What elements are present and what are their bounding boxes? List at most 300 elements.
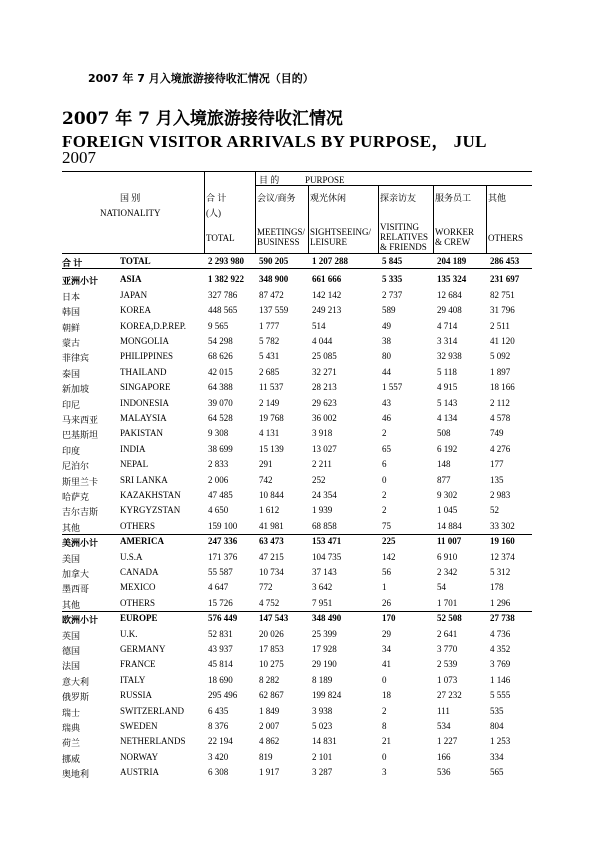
table-row-value: 5 335	[382, 274, 403, 285]
table-row-total: 45 814	[208, 659, 233, 670]
table-row-value: 37 143	[312, 567, 337, 577]
table-row-value: 27 738	[490, 613, 515, 624]
total-row-rule	[62, 268, 532, 269]
table-row-label-en: JAPAN	[120, 289, 148, 300]
table-row-label-cn: 新加坡	[62, 384, 90, 395]
table-row-label-cn: 斯里兰卡	[62, 476, 99, 487]
table-row-label-en: FRANCE	[120, 659, 156, 670]
table-row-label-en: PHILIPPINES	[120, 351, 174, 362]
table-row-value: 1 849	[259, 705, 280, 716]
table-row-value: 17 928	[312, 644, 337, 654]
header-col-en1-3: WORKER	[435, 227, 474, 237]
table-row-value: 1 939	[312, 505, 333, 516]
table-row-value: 5 118	[437, 366, 457, 377]
table-row-label-cn: 德国	[62, 646, 81, 656]
table-row-value: 2	[382, 428, 387, 439]
table-row-value: 31 796	[490, 305, 515, 316]
table-row-value: 46	[382, 413, 391, 423]
table-row-value: 25 399	[312, 628, 337, 639]
table-row-total: 4 647	[208, 582, 229, 593]
table-row-value: 742	[259, 474, 273, 485]
table-row-value: 148	[437, 459, 451, 470]
section-rule	[62, 534, 532, 535]
table-row-value: 1 073	[437, 674, 458, 685]
table-row-label-cn: 尼泊尔	[62, 461, 90, 472]
header-purpose-en: PURPOSE	[305, 175, 345, 185]
table-row-label-en: GERMANY	[120, 644, 166, 654]
table-row-value: 4 134	[437, 413, 458, 423]
table-row-label-en: U.K.	[120, 628, 138, 639]
table-row-value: 5 092	[490, 351, 511, 362]
table-row-value: 147 543	[259, 613, 289, 624]
header-total-cn: 合 计	[206, 193, 227, 203]
table-row-value: 29 190	[312, 659, 337, 670]
table-row-value: 1 146	[490, 674, 511, 685]
col-divider-purpose-0	[308, 185, 309, 253]
table-row-value: 56	[382, 567, 391, 577]
table-row-value: 2 511	[490, 320, 510, 331]
header-col-en3-2: & FRIENDS	[380, 242, 427, 252]
header-col-cn-0: 会议/商务	[257, 193, 296, 203]
table-row-value: 1 296	[490, 597, 511, 608]
table-row-value: 18	[382, 690, 391, 701]
table-row-value: 6 910	[437, 551, 458, 562]
table-row-value: 2	[382, 705, 387, 716]
table-row-label-en: MALAYSIA	[120, 413, 167, 423]
table-row-value: 3 642	[312, 582, 333, 593]
table-row-value: 0	[382, 751, 387, 762]
table-row-total: 9 308	[208, 428, 229, 439]
table-row-value: 44	[382, 366, 391, 377]
table-row-value: 589	[382, 305, 396, 316]
table-row-value: 47 215	[259, 551, 284, 562]
table-row-label-cn: 日本	[62, 291, 81, 302]
table-row-value: 52 508	[437, 613, 462, 624]
table-row-value: 12 684	[437, 289, 462, 300]
table-row-value: 27 232	[437, 690, 462, 701]
table-row-total: 15 726	[208, 597, 233, 608]
table-row-value: 68 858	[312, 520, 337, 531]
table-row-value: 34	[382, 644, 391, 654]
table-row-label-en: INDIA	[120, 443, 146, 454]
col-divider-purpose-3	[486, 185, 487, 253]
table-row-value: 3 287	[312, 767, 333, 778]
table-row-value: 3 938	[312, 705, 333, 716]
table-row-value: 2	[382, 490, 387, 500]
table-row-value: 225	[382, 536, 396, 547]
table-row-value: 8	[382, 721, 387, 731]
table-row-value: 231 697	[490, 274, 520, 285]
header-col-cn-2: 探亲访友	[380, 193, 417, 203]
table-row-value: 4 044	[312, 336, 333, 346]
document-title-en: FOREIGN VISITOR ARRIVALS BY PURPOSE， JUL	[62, 132, 487, 151]
table-row-value: 49	[382, 320, 391, 331]
table-row-label-cn: 朝鲜	[62, 322, 81, 333]
table-row-label-cn: 菲律宾	[62, 353, 90, 364]
table-row-value: 819	[259, 751, 273, 762]
table-row-value: 9 302	[437, 490, 458, 500]
table-row-value: 170	[382, 613, 396, 624]
table-row-total: 18 690	[208, 674, 233, 685]
table-row-value: 18 166	[490, 382, 515, 393]
table-row-label-cn: 意大利	[62, 676, 90, 687]
table-row-value: 334	[490, 751, 504, 762]
table-row-total: 9 565	[208, 320, 229, 331]
table-row-value: 137 559	[259, 305, 289, 316]
table-row-value: 10 734	[259, 567, 284, 577]
table-row-label-cn: 巴基斯坦	[62, 430, 99, 441]
table-row-value: 2 983	[490, 490, 511, 500]
table-row-value: 20 026	[259, 628, 284, 639]
table-row-value: 2 112	[490, 397, 510, 408]
table-row-label-cn: 合 计	[62, 258, 83, 268]
table-row-label-cn: 荷兰	[62, 738, 81, 749]
table-row-label-en: ITALY	[120, 674, 146, 685]
table-row-total: 68 626	[208, 351, 233, 362]
header-col-en2-3: & CREW	[435, 237, 471, 247]
table-row-value: 54	[437, 582, 446, 593]
table-row-label-cn: 法国	[62, 661, 81, 672]
table-row-value: 1 701	[437, 597, 458, 608]
table-row-value: 249 213	[312, 305, 342, 316]
table-row-value: 26	[382, 597, 391, 608]
table-row-label-en: INDONESIA	[120, 397, 169, 408]
table-row-label-cn: 美国	[62, 553, 81, 564]
table-row-value: 142	[382, 551, 396, 562]
table-row-value: 1 045	[437, 505, 458, 516]
col-divider-purpose-1	[378, 185, 379, 253]
purpose-subheader-rule	[255, 185, 532, 186]
header-nationality-en: NATIONALITY	[100, 208, 161, 218]
table-row-total: 2 293 980	[208, 256, 244, 266]
table-row-label-en: MEXICO	[120, 582, 156, 593]
table-row-value: 590 205	[259, 256, 289, 266]
table-row-value: 772	[259, 582, 273, 593]
table-row-value: 3 769	[490, 659, 511, 670]
table-row-label-en: PAKISTAN	[120, 428, 163, 439]
table-row-value: 5 023	[312, 721, 333, 731]
table-row-label-en: ASIA	[120, 274, 142, 285]
table-row-value: 153 471	[312, 536, 342, 547]
table-row-value: 82 751	[490, 289, 515, 300]
table-row-total: 247 336	[208, 536, 238, 547]
table-row-value: 4 752	[259, 597, 280, 608]
table-row-total: 64 388	[208, 382, 233, 393]
table-row-total: 6 435	[208, 705, 229, 716]
table-row-value: 25 085	[312, 351, 337, 362]
table-row-value: 13 027	[312, 443, 337, 454]
table-row-label-en: NORWAY	[120, 751, 159, 762]
table-row-value: 52	[490, 505, 499, 516]
header-nationality-cn: 国 别	[120, 193, 141, 203]
table-row-value: 4 915	[437, 382, 458, 393]
table-row-label-cn: 印尼	[62, 399, 81, 410]
table-row-label-cn: 欧洲小计	[62, 615, 99, 626]
table-row-label-en: KOREA,D.P.REP.	[120, 320, 187, 331]
table-row-value: 508	[437, 428, 451, 439]
table-row-value: 5 431	[259, 351, 280, 362]
table-row-value: 41 981	[259, 520, 284, 531]
header-col-cn-1: 观光休闲	[310, 193, 347, 203]
table-row-value: 38	[382, 336, 391, 346]
table-row-total: 64 528	[208, 413, 233, 423]
table-row-value: 1 557	[382, 382, 403, 393]
table-row-value: 41	[382, 659, 391, 670]
table-row-value: 62 867	[259, 690, 284, 701]
table-row-total: 55 587	[208, 567, 233, 577]
table-row-value: 2 641	[437, 628, 458, 639]
table-row-label-en: TOTAL	[120, 256, 151, 266]
table-row-total: 22 194	[208, 736, 233, 747]
table-row-value: 4 862	[259, 736, 280, 747]
table-row-value: 3	[382, 767, 387, 778]
table-row-value: 8 282	[259, 674, 280, 685]
table-row-value: 5 782	[259, 336, 280, 346]
table-row-value: 32 271	[312, 366, 337, 377]
table-row-value: 1 917	[259, 767, 280, 778]
table-row-label-cn: 吉尔吉斯	[62, 507, 99, 518]
table-row-label-cn: 瑞士	[62, 707, 81, 718]
header-bottom-rule	[62, 253, 532, 254]
table-row-value: 2 101	[312, 751, 333, 762]
table-row-value: 661 666	[312, 274, 342, 285]
table-row-value: 32 938	[437, 351, 462, 362]
table-row-value: 28 213	[312, 382, 337, 393]
table-row-value: 24 354	[312, 490, 337, 500]
table-row-value: 63 473	[259, 536, 284, 547]
table-row-value: 14 831	[312, 736, 337, 747]
table-row-value: 534	[437, 721, 451, 731]
table-row-value: 877	[437, 474, 451, 485]
table-row-total: 8 376	[208, 721, 229, 731]
table-row-total: 38 699	[208, 443, 233, 454]
table-row-value: 166	[437, 751, 451, 762]
table-row-value: 3 770	[437, 644, 458, 654]
table-row-label-cn: 泰国	[62, 368, 81, 379]
header-col-cn-4: 其他	[488, 193, 507, 203]
table-row-label-en: SWEDEN	[120, 721, 158, 731]
table-row-value: 536	[437, 767, 451, 778]
table-row-value: 514	[312, 320, 326, 331]
table-row-value: 80	[382, 351, 391, 362]
table-row-total: 6 308	[208, 767, 229, 778]
table-row-label-cn: 其他	[62, 522, 81, 533]
table-row-label-cn: 奥地利	[62, 769, 90, 780]
table-row-value: 204 189	[437, 256, 467, 266]
table-row-value: 29 623	[312, 397, 337, 408]
table-row-value: 0	[382, 674, 387, 685]
table-row-label-cn: 蒙古	[62, 338, 81, 348]
table-row-value: 3 314	[437, 336, 458, 346]
table-row-value: 111	[437, 705, 450, 716]
table-row-value: 75	[382, 520, 391, 531]
table-row-value: 3 918	[312, 428, 333, 439]
table-row-value: 5 143	[437, 397, 458, 408]
table-row-value: 4 714	[437, 320, 458, 331]
table-row-value: 1 253	[490, 736, 511, 747]
table-row-value: 348 900	[259, 274, 289, 285]
table-row-value: 17 853	[259, 644, 284, 654]
table-row-value: 10 844	[259, 490, 284, 500]
table-row-total: 159 100	[208, 520, 238, 531]
table-row-value: 177	[490, 459, 504, 470]
document-title-cn: 2007 年 7 月入境旅游接待收汇情况	[62, 109, 343, 129]
table-row-total: 47 485	[208, 490, 233, 500]
table-row-total: 2 833	[208, 459, 229, 470]
header-purpose-cn: 目 的	[259, 175, 280, 185]
col-divider-total	[204, 171, 205, 253]
table-row-value: 804	[490, 721, 504, 731]
table-row-value: 565	[490, 767, 504, 778]
table-row-total: 2 006	[208, 474, 229, 485]
table-row-value: 29 408	[437, 305, 462, 316]
document-title-en-year: 2007	[62, 148, 96, 167]
table-row-value: 15 139	[259, 443, 284, 454]
table-row-value: 29	[382, 628, 391, 639]
table-row-label-cn: 印度	[62, 445, 81, 456]
table-row-value: 1 897	[490, 366, 511, 377]
table-row-value: 87 472	[259, 289, 284, 300]
table-row-value: 1	[382, 582, 387, 593]
col-divider-purpose-2	[433, 185, 434, 253]
table-row-label-cn: 亚洲小计	[62, 276, 99, 287]
table-row-label-cn: 瑞典	[62, 723, 81, 733]
table-row-value: 2 342	[437, 567, 458, 577]
table-row-value: 5 312	[490, 567, 511, 577]
table-row-value: 178	[490, 582, 504, 593]
header-col-cn-3: 服务员工	[435, 193, 472, 203]
table-row-total: 576 449	[208, 613, 238, 624]
table-row-value: 135	[490, 474, 504, 485]
table-row-value: 7 951	[312, 597, 333, 608]
table-row-label-en: SWITZERLAND	[120, 705, 184, 716]
table-row-value: 14 884	[437, 520, 462, 531]
table-row-label-cn: 英国	[62, 630, 81, 641]
table-row-label-en: THAILAND	[120, 366, 167, 377]
table-row-value: 1 207 288	[312, 256, 348, 266]
table-row-total: 52 831	[208, 628, 233, 639]
table-row-total: 43 937	[208, 644, 233, 654]
table-row-label-en: RUSSIA	[120, 690, 153, 701]
table-row-value: 0	[382, 474, 387, 485]
table-row-value: 12 374	[490, 551, 515, 562]
header-col-en1-1: SIGHTSEEING/	[310, 227, 371, 237]
table-row-value: 10 275	[259, 659, 284, 670]
table-row-label-cn: 美洲小计	[62, 538, 99, 549]
table-row-total: 327 786	[208, 289, 238, 300]
table-row-value: 33 302	[490, 520, 515, 531]
table-row-label-en: EUROPE	[120, 613, 158, 624]
table-row-label-en: NETHERLANDS	[120, 736, 186, 747]
table-row-label-en: KOREA	[120, 305, 151, 316]
table-row-value: 19 768	[259, 413, 284, 423]
table-row-value: 1 227	[437, 736, 458, 747]
table-row-label-cn: 墨西哥	[62, 584, 90, 595]
page-header-title: 2007 年 7 月入境旅游接待收汇情况（目的）	[88, 72, 314, 85]
table-row-label-en: SINGAPORE	[120, 382, 171, 393]
table-row-label-cn: 韩国	[62, 307, 81, 318]
table-row-value: 2 149	[259, 397, 280, 408]
table-row-label-en: MONGOLIA	[120, 336, 169, 346]
table-row-label-en: AMERICA	[120, 536, 164, 547]
table-row-label-en: CANADA	[120, 567, 159, 577]
table-row-value: 36 002	[312, 413, 337, 423]
col-divider-meetings	[255, 171, 256, 253]
table-row-value: 2 539	[437, 659, 458, 670]
table-row-label-en: KAZAKHSTAN	[120, 490, 181, 500]
table-row-total: 448 565	[208, 305, 238, 316]
table-row-value: 5 555	[490, 690, 511, 701]
table-row-label-en: KYRGYZSTAN	[120, 505, 181, 516]
table-row-value: 142 142	[312, 289, 342, 300]
table-row-value: 1 612	[259, 505, 280, 516]
table-row-value: 749	[490, 428, 504, 439]
table-row-value: 4 578	[490, 413, 511, 423]
header-total-unit: (人)	[206, 208, 221, 218]
table-row-value: 2 737	[382, 289, 403, 300]
table-row-value: 5 845	[382, 256, 403, 266]
table-row-value: 6	[382, 459, 387, 470]
table-row-value: 65	[382, 443, 391, 454]
table-row-value: 1 777	[259, 320, 280, 331]
table-row-total: 39 070	[208, 397, 233, 408]
table-row-total: 42 015	[208, 366, 233, 377]
table-row-value: 8 189	[312, 674, 333, 685]
table-row-label-cn: 马来西亚	[62, 415, 99, 425]
table-row-label-en: SRI LANKA	[120, 474, 168, 485]
table-row-value: 291	[259, 459, 273, 470]
table-row-label-en: OTHERS	[120, 520, 156, 531]
table-row-label-cn: 加拿大	[62, 569, 90, 579]
table-row-total: 4 650	[208, 505, 229, 516]
table-row-label-cn: 其他	[62, 599, 81, 610]
header-col-en2-2: RELATIVES	[380, 232, 428, 242]
table-row-value: 135 324	[437, 274, 467, 285]
table-row-total: 1 382 922	[208, 274, 244, 285]
table-row-value: 6 192	[437, 443, 458, 454]
table-row-value: 2 211	[312, 459, 332, 470]
header-col-en1-2: VISITING	[380, 222, 419, 232]
table-row-value: 11 007	[437, 536, 462, 547]
header-col-en2-0: BUSINESS	[257, 237, 300, 247]
header-col-en2-1: LEISURE	[310, 237, 347, 247]
table-row-value: 11 537	[259, 382, 284, 393]
table-row-label-en: AUSTRIA	[120, 767, 160, 778]
section-rule	[62, 611, 532, 612]
table-row-value: 41 120	[490, 336, 515, 346]
table-row-value: 4 736	[490, 628, 511, 639]
table-row-label-cn: 哈萨克	[62, 492, 90, 502]
table-row-value: 199 824	[312, 690, 342, 701]
table-row-label-en: U.S.A	[120, 551, 143, 562]
table-row-label-en: NEPAL	[120, 459, 149, 470]
table-row-value: 348 490	[312, 613, 342, 624]
table-row-value: 19 160	[490, 536, 515, 547]
table-row-value: 2	[382, 505, 387, 516]
table-row-value: 535	[490, 705, 504, 716]
table-row-value: 2 007	[259, 721, 280, 731]
table-row-value: 286 453	[490, 256, 520, 266]
header-col-en1-4: OTHERS	[488, 233, 524, 243]
table-row-value: 2 685	[259, 366, 280, 377]
table-row-label-en: OTHERS	[120, 597, 156, 608]
table-row-value: 104 735	[312, 551, 342, 562]
table-row-value: 4 276	[490, 443, 511, 454]
table-row-value: 21	[382, 736, 391, 747]
table-row-total: 295 496	[208, 690, 238, 701]
table-row-value: 43	[382, 397, 391, 408]
table-row-value: 252	[312, 474, 326, 485]
